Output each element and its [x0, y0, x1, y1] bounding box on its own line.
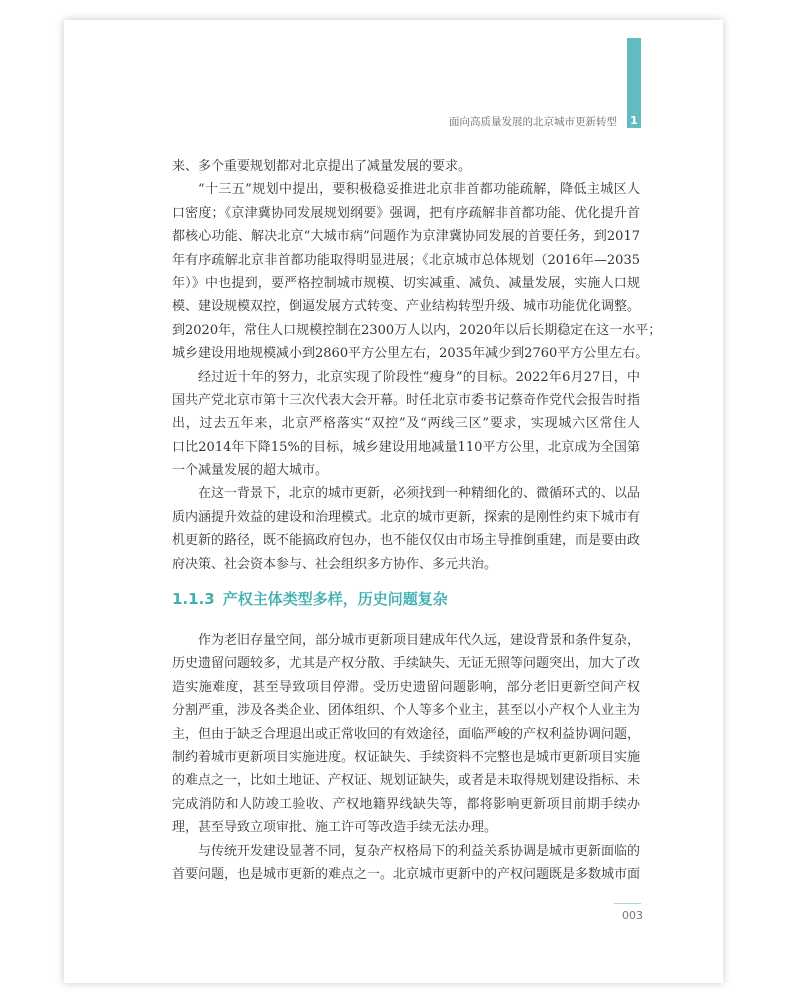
text-line: 首要问题，也是城市更新的难点之一。北京城市更新中的产权问题既是多数城市面	[172, 866, 641, 882]
text-line: 模、建设规模双控，倒逼发展方式转变、产业结构转型升级、城市功能优化调整。	[172, 299, 641, 315]
section-heading	[172, 588, 456, 609]
text-line: 机更新的路径，既不能搞政府包办，也不能仅仅由市场主导推倒重建，而是要由政	[172, 533, 641, 549]
text-line: 城乡建设用地规模减小到2860平方公里左右，2035年减少到2760平方公里左右。	[172, 346, 649, 362]
text-line: 口比2014年下降15%的目标，城乡建设用地减量110平方公里，北京成为全国第	[172, 439, 640, 455]
paragraph	[172, 840, 640, 887]
text-line: 府决策、社会资本参与、社会组织多方协作、多元共治。	[172, 556, 498, 572]
paragraph	[172, 629, 640, 840]
body-text-section-2	[172, 629, 640, 886]
text-line: 一个减量发展的超大城市。	[172, 463, 329, 479]
paragraph	[172, 366, 640, 483]
text-line: 分割严重，涉及各类企业、团体组织、个人等多个业主，甚至以小产权个人业主为	[172, 703, 641, 719]
paragraph	[172, 155, 640, 178]
text-line: 口密度；《京津冀协同发展规划纲要》强调，把有序疏解非首都功能、优化提升首	[172, 205, 640, 221]
chapter-number: 1	[630, 114, 638, 127]
paragraph	[172, 178, 662, 365]
text-line: 都核心功能、解决北京“大城市病”问题作为京津冀协同发展的首要任务，到2017	[172, 229, 640, 245]
running-title: 面向高质量发展的北京城市更新转型	[449, 116, 617, 128]
page-number: 003	[622, 909, 643, 922]
text-line: 制约着城市更新项目实施进度。权证缺失、手续资料不完整也是城市更新项目实施	[172, 749, 641, 765]
text-line: 年有序疏解北京非首都功能取得明显进展；《北京城市总体规划（2016年—2035	[172, 252, 640, 268]
text-line: 与传统开发建设显著不同，复杂产权格局下的利益关系协调是城市更新面临的	[198, 843, 641, 859]
text-line: 出，过去五年来，北京严格落实“双控”及“两线三区”要求，实现城六区常住人	[172, 416, 640, 432]
section-number: 1.1.3	[172, 590, 215, 608]
text-line: 历史遗留问题较多，尤其是产权分散、手续缺失、无证无照等问题突出，加大了改	[172, 656, 641, 672]
page-number-rule	[614, 903, 641, 904]
text-line: 主，但由于缺乏合理退出或正常收回的有效途径，面临严峻的产权利益协调问题，	[172, 726, 641, 742]
text-line: 作为老旧存量空间，部分城市更新项目建成年代久远，建设背景和条件复杂，	[198, 633, 641, 648]
body-text-section-1	[172, 155, 662, 576]
text-line: 来、多个重要规划都对北京提出了减量发展的要求。	[172, 159, 472, 174]
text-line: 的难点之一，比如土地证、产权证、规划证缺失，或者是未取得规划建设指标、未	[172, 773, 641, 789]
paragraph	[172, 482, 640, 576]
text-line: “十三五”规划中提出，要积极稳妥推进北京非首都功能疏解，降低主城区人	[198, 182, 640, 198]
text-line: 年）》中也提到，要严格控制城市规模、切实减重、减负、减量发展，实施人口规	[172, 275, 640, 291]
text-line: 经过近十年的努力，北京实现了阶段性“瘦身”的目标。2022年6月27日，中	[198, 369, 640, 385]
text-line: 完成消防和人防竣工验收、产权地籍界线缺失等，都将影响更新项目前期手续办	[172, 796, 640, 812]
text-line: 到2020年，常住人口规模控制在2300万人以内，2020年以后长期稳定在这一水平；	[172, 322, 662, 338]
text-line: 质内涵提升效益的建设和治理模式。北京的城市更新，探索的是刚性约束下城市有	[172, 509, 641, 525]
text-line: 在这一背景下，北京的城市更新，必须找到一种精细化的、微循环式的、以品	[198, 486, 641, 502]
section-title: 产权主体类型多样，历史问题复杂	[222, 590, 448, 608]
text-line: 造实施难度，甚至导致项目停滞。受历史遗留问题影响，部分老旧更新空间产权	[172, 679, 640, 695]
text-line: 国共产党北京市第十三次代表大会开幕。时任北京市委书记蔡奇作党代会报告时指	[172, 392, 641, 408]
text-line: 理，甚至导致立项审批、施工许可等改造手续无法办理。	[172, 820, 498, 836]
